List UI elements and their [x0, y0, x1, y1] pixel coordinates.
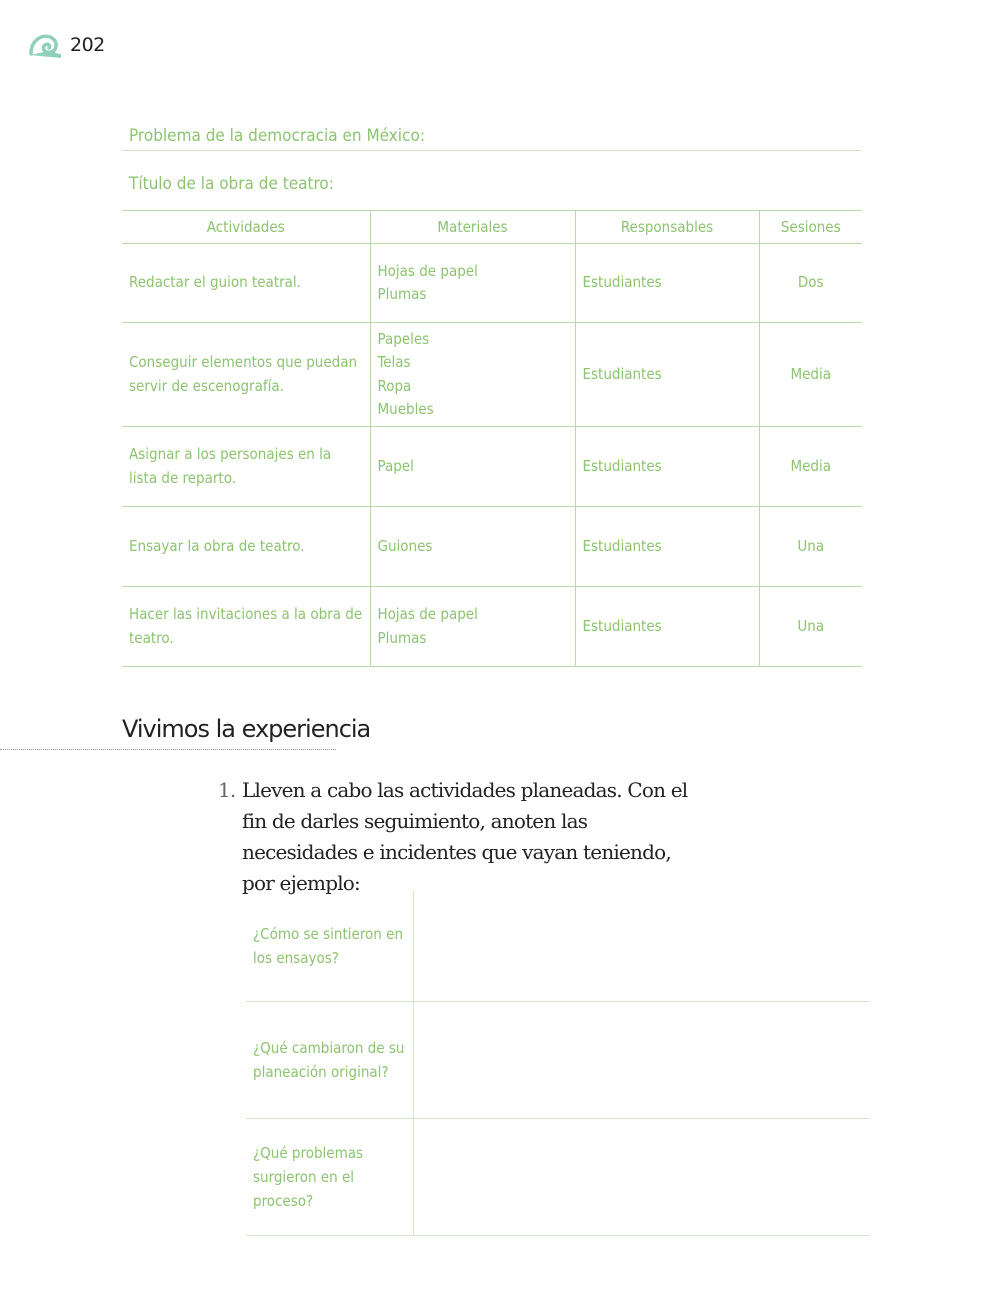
page-header [28, 30, 105, 60]
planning-table [122, 210, 862, 667]
material-item: Telas [377, 353, 411, 371]
column-header-activities: Actividades [122, 211, 370, 244]
activity-cell: Asignar a los personajes en la lista de reparto. [122, 427, 370, 507]
table-row [246, 1119, 870, 1236]
materials-cell [370, 427, 575, 507]
material-item: Ropa [377, 376, 412, 395]
material-item: Guiones [377, 536, 433, 555]
material-item: Plumas [377, 628, 427, 647]
column-header-responsible: Responsables [575, 211, 759, 244]
section-divider [0, 749, 336, 750]
play-title-label: Título de la obra de teatro: [129, 174, 334, 194]
table-row [122, 323, 862, 427]
sessions-cell: Dos [759, 244, 862, 323]
table-row [122, 244, 862, 323]
sessions-cell: Media [759, 427, 862, 507]
responsible-cell: Estudiantes [575, 427, 759, 507]
instruction-text: Lleven a cabo las actividades planeadas. Con el fin de darles seguimiento, anoten las necesidades e incidentes que vayan teniendo, por ejemplo: [242, 778, 688, 895]
sessions-cell: Una [759, 587, 862, 667]
materials-cell [370, 587, 575, 667]
table-row [122, 427, 862, 507]
material-item: Plumas [377, 285, 427, 303]
answer-space[interactable] [414, 1002, 870, 1118]
materials-cell [370, 244, 575, 323]
instruction-item [218, 775, 688, 899]
responsible-cell: Estudiantes [575, 507, 759, 587]
activity-cell: Conseguir elementos que puedan servir de escenografía. [122, 323, 370, 427]
materials-cell [370, 507, 575, 587]
answer-space[interactable] [414, 1119, 870, 1235]
sessions-cell: Una [759, 507, 862, 587]
observations-table [246, 890, 870, 1236]
table-header-row [122, 211, 862, 244]
snail-shell-icon [28, 30, 62, 60]
activity-cell: Redactar el guion teatral. [122, 244, 370, 323]
column-header-sessions: Sesiones [759, 211, 862, 244]
table-row [246, 890, 870, 1002]
activity-cell: Ensayar la obra de teatro. [122, 507, 370, 587]
sessions-cell: Media [759, 323, 862, 427]
material-item: Muebles [377, 400, 434, 418]
responsible-cell: Estudiantes [575, 244, 759, 323]
material-item: Papel [377, 456, 414, 475]
column-header-materials: Materiales [370, 211, 575, 244]
table-row [122, 587, 862, 667]
responsible-cell: Estudiantes [575, 323, 759, 427]
responsible-cell: Estudiantes [575, 587, 759, 667]
problem-label: Problema de la democracia en México: [122, 126, 861, 151]
section-title: Vivimos la experiencia [122, 715, 371, 743]
material-item: Papeles [377, 329, 430, 348]
activity-cell: Hacer las invitaciones a la obra de teatro. [122, 587, 370, 667]
materials-cell [370, 323, 575, 427]
material-item: Hojas de papel [377, 261, 478, 280]
page-number: 202 [70, 34, 105, 56]
table-row [246, 1002, 870, 1119]
item-number: 1. [218, 778, 236, 802]
table-row [122, 507, 862, 587]
question-label: ¿Qué problemas surgieron en el proceso? [246, 1119, 414, 1235]
question-label: ¿Cómo se sintieron en los ensayos? [246, 890, 414, 1001]
answer-space[interactable] [414, 890, 870, 1001]
material-item: Hojas de papel [377, 605, 478, 623]
question-label: ¿Qué cambiaron de su planeación original? [246, 1002, 414, 1118]
